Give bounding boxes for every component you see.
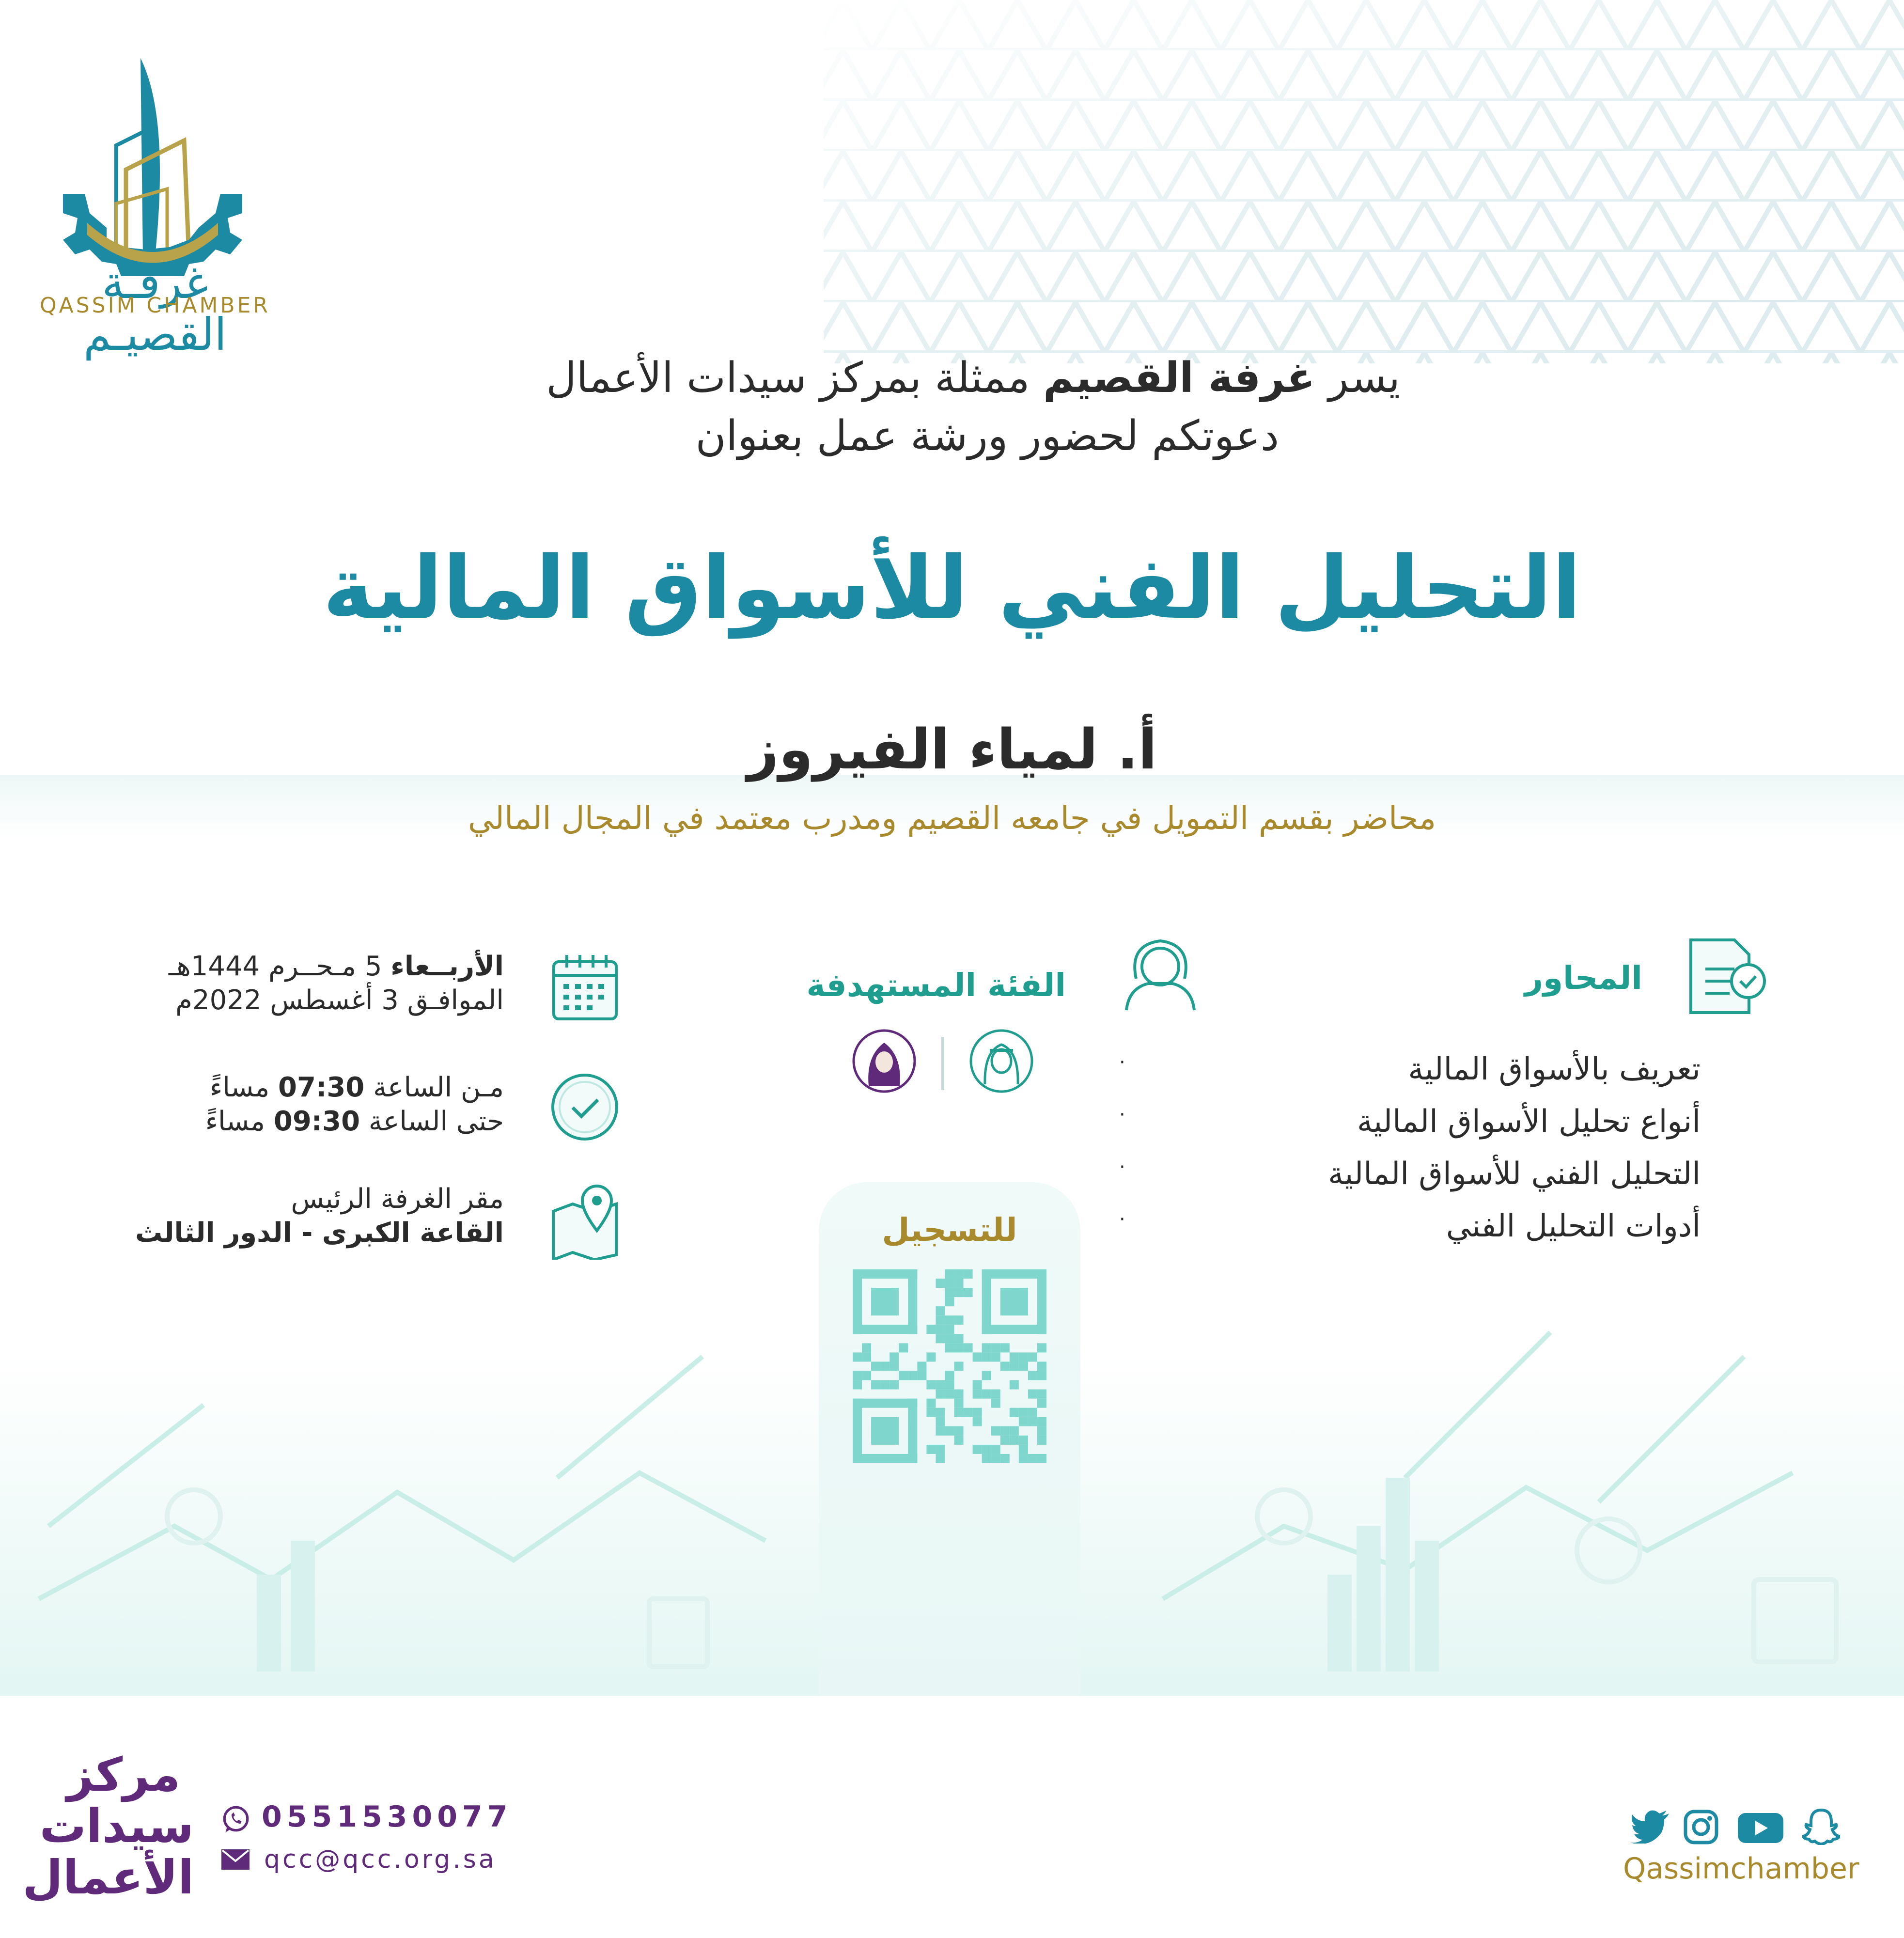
woman-user-icon [1119, 935, 1202, 1013]
womens-center-logo: مركز سيدات الأعمال [22, 1748, 194, 1905]
qr-code[interactable] [853, 1269, 1046, 1463]
list-item: · التحليل الفني للأسواق المالية [1119, 1156, 1701, 1192]
intro-line-2: دعوتكم لحضور ورشة عمل بعنوان [695, 412, 1279, 460]
intro-line-1: يسر غرفة القصيم ممثلة بمركز سيدات الأعمال [546, 354, 1400, 402]
topics-list [1119, 1051, 1701, 1261]
event-date-line-2: الموافـق 3 أغسطس 2022م [175, 985, 504, 1016]
intro-highlight: غرفة القصيم [1043, 354, 1315, 402]
man-avatar-icon [968, 1027, 1035, 1095]
woman-avatar-icon [850, 1027, 918, 1095]
list-item: · أدوات التحليل الفني [1119, 1208, 1701, 1244]
intro-text [334, 349, 1400, 465]
event-time-to: حتى الساعة 09:30 مساءً [205, 1106, 504, 1137]
topics-heading: المحاور [1524, 959, 1642, 997]
venue-line-1: مقر الغرفة الرئيس [291, 1183, 504, 1215]
audience-heading: الفئة المستهدفة [806, 967, 1066, 1004]
venue-line-2: القاعة الكبرى - الدور الثالث [135, 1217, 504, 1249]
list-item: · أنواع تحليل الأسواق المالية [1119, 1104, 1701, 1140]
list-item: · تعريف بالأسواق المالية [1119, 1051, 1701, 1087]
speaker-role: محاضر بقسم التمويل في جامعه القصيم ومدرب معتمد في المجال المالي [468, 799, 1436, 837]
speaker-name: أ. لمياء الفيروز [747, 717, 1157, 781]
workshop-title: التحليل الفني للأسواق المالية [323, 538, 1581, 638]
email-address[interactable]: qcc@qcc.org.sa [264, 1845, 497, 1874]
register-label: للتسجيل [882, 1211, 1017, 1249]
social-handle[interactable]: Qassimchamber [1623, 1852, 1859, 1886]
map-pin-icon [548, 1182, 621, 1260]
event-date-line-1: الأربــعاء 5 مـحــرم 1444هـ [168, 951, 504, 982]
logo-name-arabic: غرفـة القصيـم [83, 257, 227, 360]
phone-number[interactable]: 0551530077 [262, 1800, 513, 1834]
mail-icon [220, 1848, 250, 1871]
audience-divider [941, 1037, 944, 1090]
event-time-from: مـن الساعة 07:30 مساءً [209, 1072, 504, 1103]
clock-check-icon [548, 1071, 621, 1143]
instagram-icon[interactable] [1684, 1810, 1718, 1844]
snapchat-icon[interactable] [1802, 1807, 1840, 1845]
logo-name-english: QASSIM CHAMBER [40, 293, 270, 318]
document-check-icon [1681, 935, 1768, 1017]
event-venue [135, 1182, 504, 1250]
twitter-icon[interactable] [1630, 1810, 1670, 1844]
event-time [205, 1071, 504, 1139]
calendar-icon [550, 952, 620, 1022]
event-date [169, 950, 504, 1017]
whatsapp-icon [220, 1805, 250, 1835]
youtube-icon[interactable] [1737, 1812, 1784, 1844]
